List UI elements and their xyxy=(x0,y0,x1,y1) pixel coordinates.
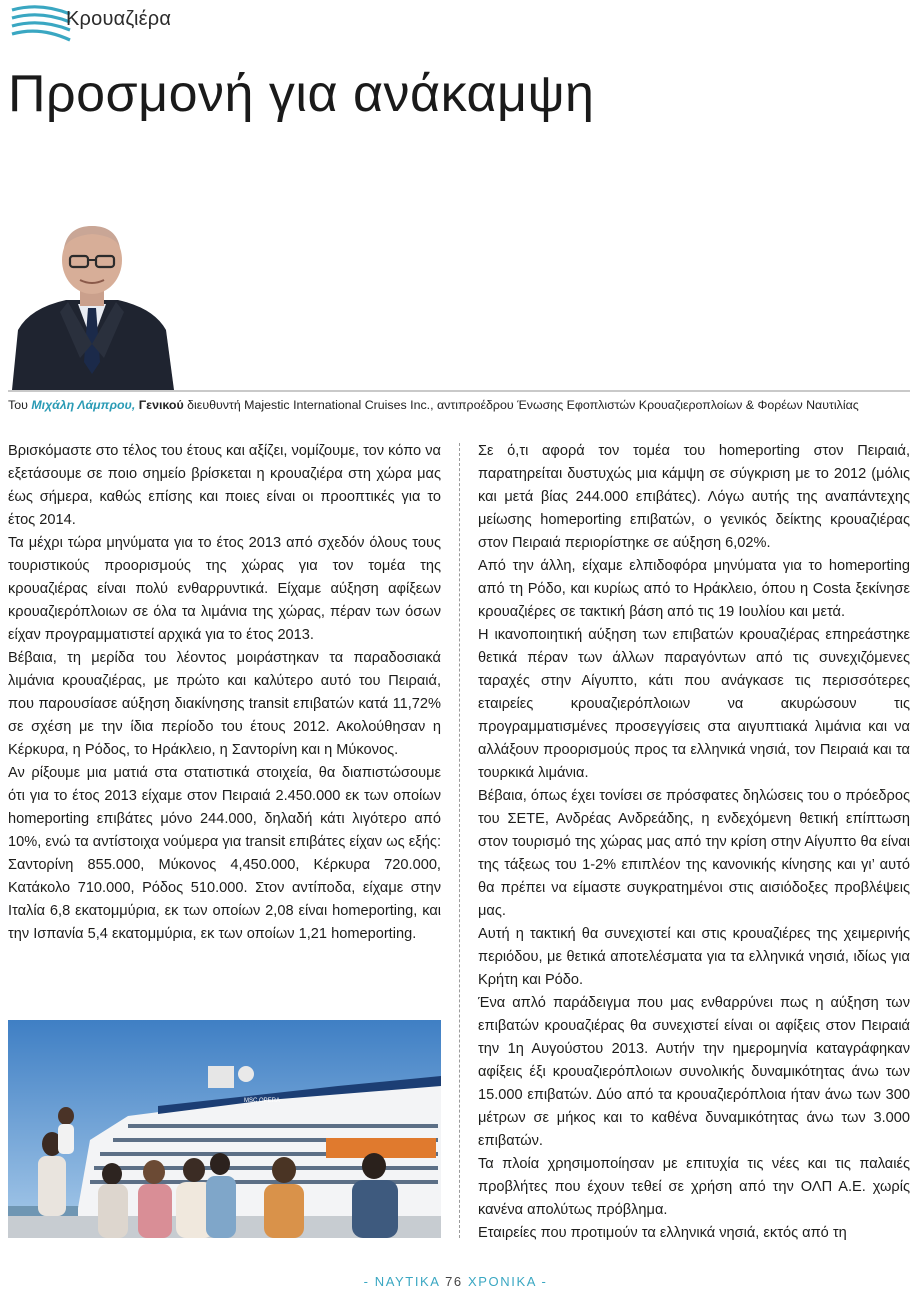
byline xyxy=(8,398,908,412)
paragraph: Ένα απλό παράδειγμα που μας ενθαρρύνει πως η αύξηση των επιβατών κρουαζιέρας θα συνεχιστεί είναι οι αφίξεις στον Πειραιά την 1η Αυγούστου 2013. Αυτήν την ημερομηνία καταγράφηκαν αφίξεις έξι κρουαζιερόπλοιων συνολικής δυναμικότητας άνω των 15.000 επιβατών. Δύο από τα κρουαζιερόπλοια ήταν άνω των 300 μέτρων σε μήκος και το καθένα δυναμικότητας άνω των 3.000 επιβατών. xyxy=(478,995,910,1149)
paragraph: Από την άλλη, είχαμε ελπιδοφόρα μηνύματα για το homeporting από τη Ρόδο, και κυρίως από το Ηράκλειο, όπου η Costa ξεκίνησε κρουαζιέρες σε τακτική βάση από τις 19 Ιουλίου και μετά. xyxy=(478,558,910,620)
paragraph: Η ικανοποιητική αύξηση των επιβατών κρουαζιέρας επηρεάστηκε θετικά πέραν των άλλων παραγόντων από τις συνεχιζόμενες ταραχές στην Αίγυπτο, κάτι που ανάγκασε τις περισσότερες εταιρείες κρουαζιερόπλοιων να ακυρώσουν τις προγραμματισμένες προσεγγίσεις στα αιγυπτιακά λιμάνια και να αλλάξουν προορισμούς προς τα ελληνικά νησιά, τον Πειραιά και τα τουρκικά λιμάνια. xyxy=(478,627,910,781)
author-affiliation: διευθυντή Majestic International Cruises Inc., αντιπροέδρου Ένωσης Εφοπλιστών Κρουαζιεροπλοίων & Φορέων Ναυτιλίας xyxy=(187,398,859,412)
paragraph: Τα πλοία χρησιμοποίησαν με επιτυχία τις νέες και τις παλαιές προβλήτες που έχουν τεθεί σε χρήση από την ΟΛΠ Α.Ε. χωρίς κανένα απολύτως πρόβλημα. xyxy=(478,1156,910,1218)
byline-divider xyxy=(8,390,910,392)
paragraph: Βέβαια, όπως έχει τονίσει σε πρόσφατες δηλώσεις του ο πρόεδρος του ΣΕΤΕ, Ανδρέας Ανδρεάδης, η ενδεχόμενη θετική επίπτωση στον τουρισμό της χώρας μας από την κρίση στην Αίγυπτο θα είναι της τάξεως του 1-2% επιπλέον της κανονικής κίνησης και γι’ αυτό θα πρέπει να είμαστε συγκρατημένοι στις αισιόδοξες προβλέψεις μας. xyxy=(478,788,910,919)
paragraph: Σε ό,τι αφορά τον τομέα του homeporting στον Πειραιά, παρατηρείται δυστυχώς μια κάμψη σε σύγκριση με το 2012 (μόλις και μετά βίας 244.000 επιβάτες). Λόγω αυτής της αναπάντεχης μείωσης homeporting επιβατών, ο γενικός δείκτης κρουαζιέρας στον Πειραιά περιορίστηκε σε αύξηση 6,02%. xyxy=(478,443,910,551)
cruise-ship-photo xyxy=(8,1020,441,1238)
author-title-word: Γενικού xyxy=(138,398,184,412)
page-footer xyxy=(0,1274,911,1289)
author-portrait xyxy=(8,212,176,390)
paragraph: Αν ρίξουμε μια ματιά στα στατιστικά στοιχεία, θα διαπιστώσουμε ότι για το έτος 2013 είχαμε στον Πειραιά 2.450.000 εκ των οποίων homeporting επιβάτες μόνο 244.000, δηλαδή κάτι λιγότερο από 10%, ενώ τα αντίστοιχα νούμερα για transit επιβάτες είχαν ως εξής: Σαντορίνη 855.000, Μύκονος 4,450.000, Κέρκυρα 720.000, Κατάκολο 710.000, Ρόδος 510.000. Στον αντίποδα, είχαμε στην Ιταλία 6,8 εκατομμύρια, εκ των οποίων 2,08 είναι homeporting, και την Ισπανία 5,4 εκατομμύρια, εκ των οποίων 1,21 homeporting. xyxy=(8,765,441,942)
footer-right: ΧΡΟΝΙΚΑ - xyxy=(467,1274,548,1289)
byline-prefix: Του xyxy=(8,398,28,412)
article-headline: Προσμονή για ανάκαμψη xyxy=(8,65,595,123)
article-column-left xyxy=(8,440,441,946)
article-column-right xyxy=(478,440,910,1245)
author-name: Μιχάλη Λάμπρου, xyxy=(31,398,136,412)
paragraph: Εταιρείες που προτιμούν τα ελληνικά νησιά, εκτός από τη xyxy=(478,1225,847,1241)
footer-left: - ΝΑΥΤΙΚΑ xyxy=(363,1274,440,1289)
paragraph: Βέβαια, τη μερίδα του λέοντος μοιράστηκαν τα παραδοσιακά λιμάνια κρουαζιέρας, με πρώτο και καλύτερο αυτό του Πειραιά, που παρουσίασε αύξηση διακίνησης transit επιβατών κατά 11,72% σε σχέση με την ίδια περίοδο του έτους 2012. Ακολούθησαν η Κέρκυρα, η Ρόδος, το Ηράκλειο, η Σαντορίνη και η Μύκονος. xyxy=(8,650,441,758)
paragraph: Τα μέχρι τώρα μηνύματα για το έτος 2013 από σχεδόν όλους τους τουριστικούς προορισμούς της χώρας για τον τομέα της κρουαζιέρας είναι πολύ ενθαρρυντικά. Είχαμε αύξηση αφίξεων κρουαζιερόπλοιων σε όλα τα λιμάνια της χώρας, πέραν των όσων είχαν προγραμματιστεί αρχικά για το έτος 2013. xyxy=(8,535,441,643)
ship-name-text: MSC OPERA xyxy=(244,1098,281,1104)
paragraph: Βρισκόμαστε στο τέλος του έτους και αξίζει, νομίζουμε, τον κόπο να εξετάσουμε σε ποιο σημείο βρίσκεται η κρουαζιέρα στη χώρα μας έως σήμερα, καθώς επίσης και ποιες είναι οι προοπτικές για το έτος 2014. xyxy=(8,443,441,528)
column-divider xyxy=(459,443,460,1238)
section-label: Κρουαζιέρα xyxy=(66,8,172,30)
paragraph: Αυτή η τακτική θα συνεχιστεί και στις κρουαζιέρες της χειμερινής περιόδου, με θετικά αποτελέσματα για τα ελληνικά νησιά, ιδίως για Κρήτη και Ρόδο. xyxy=(478,926,910,988)
page-number: 76 xyxy=(445,1274,463,1289)
